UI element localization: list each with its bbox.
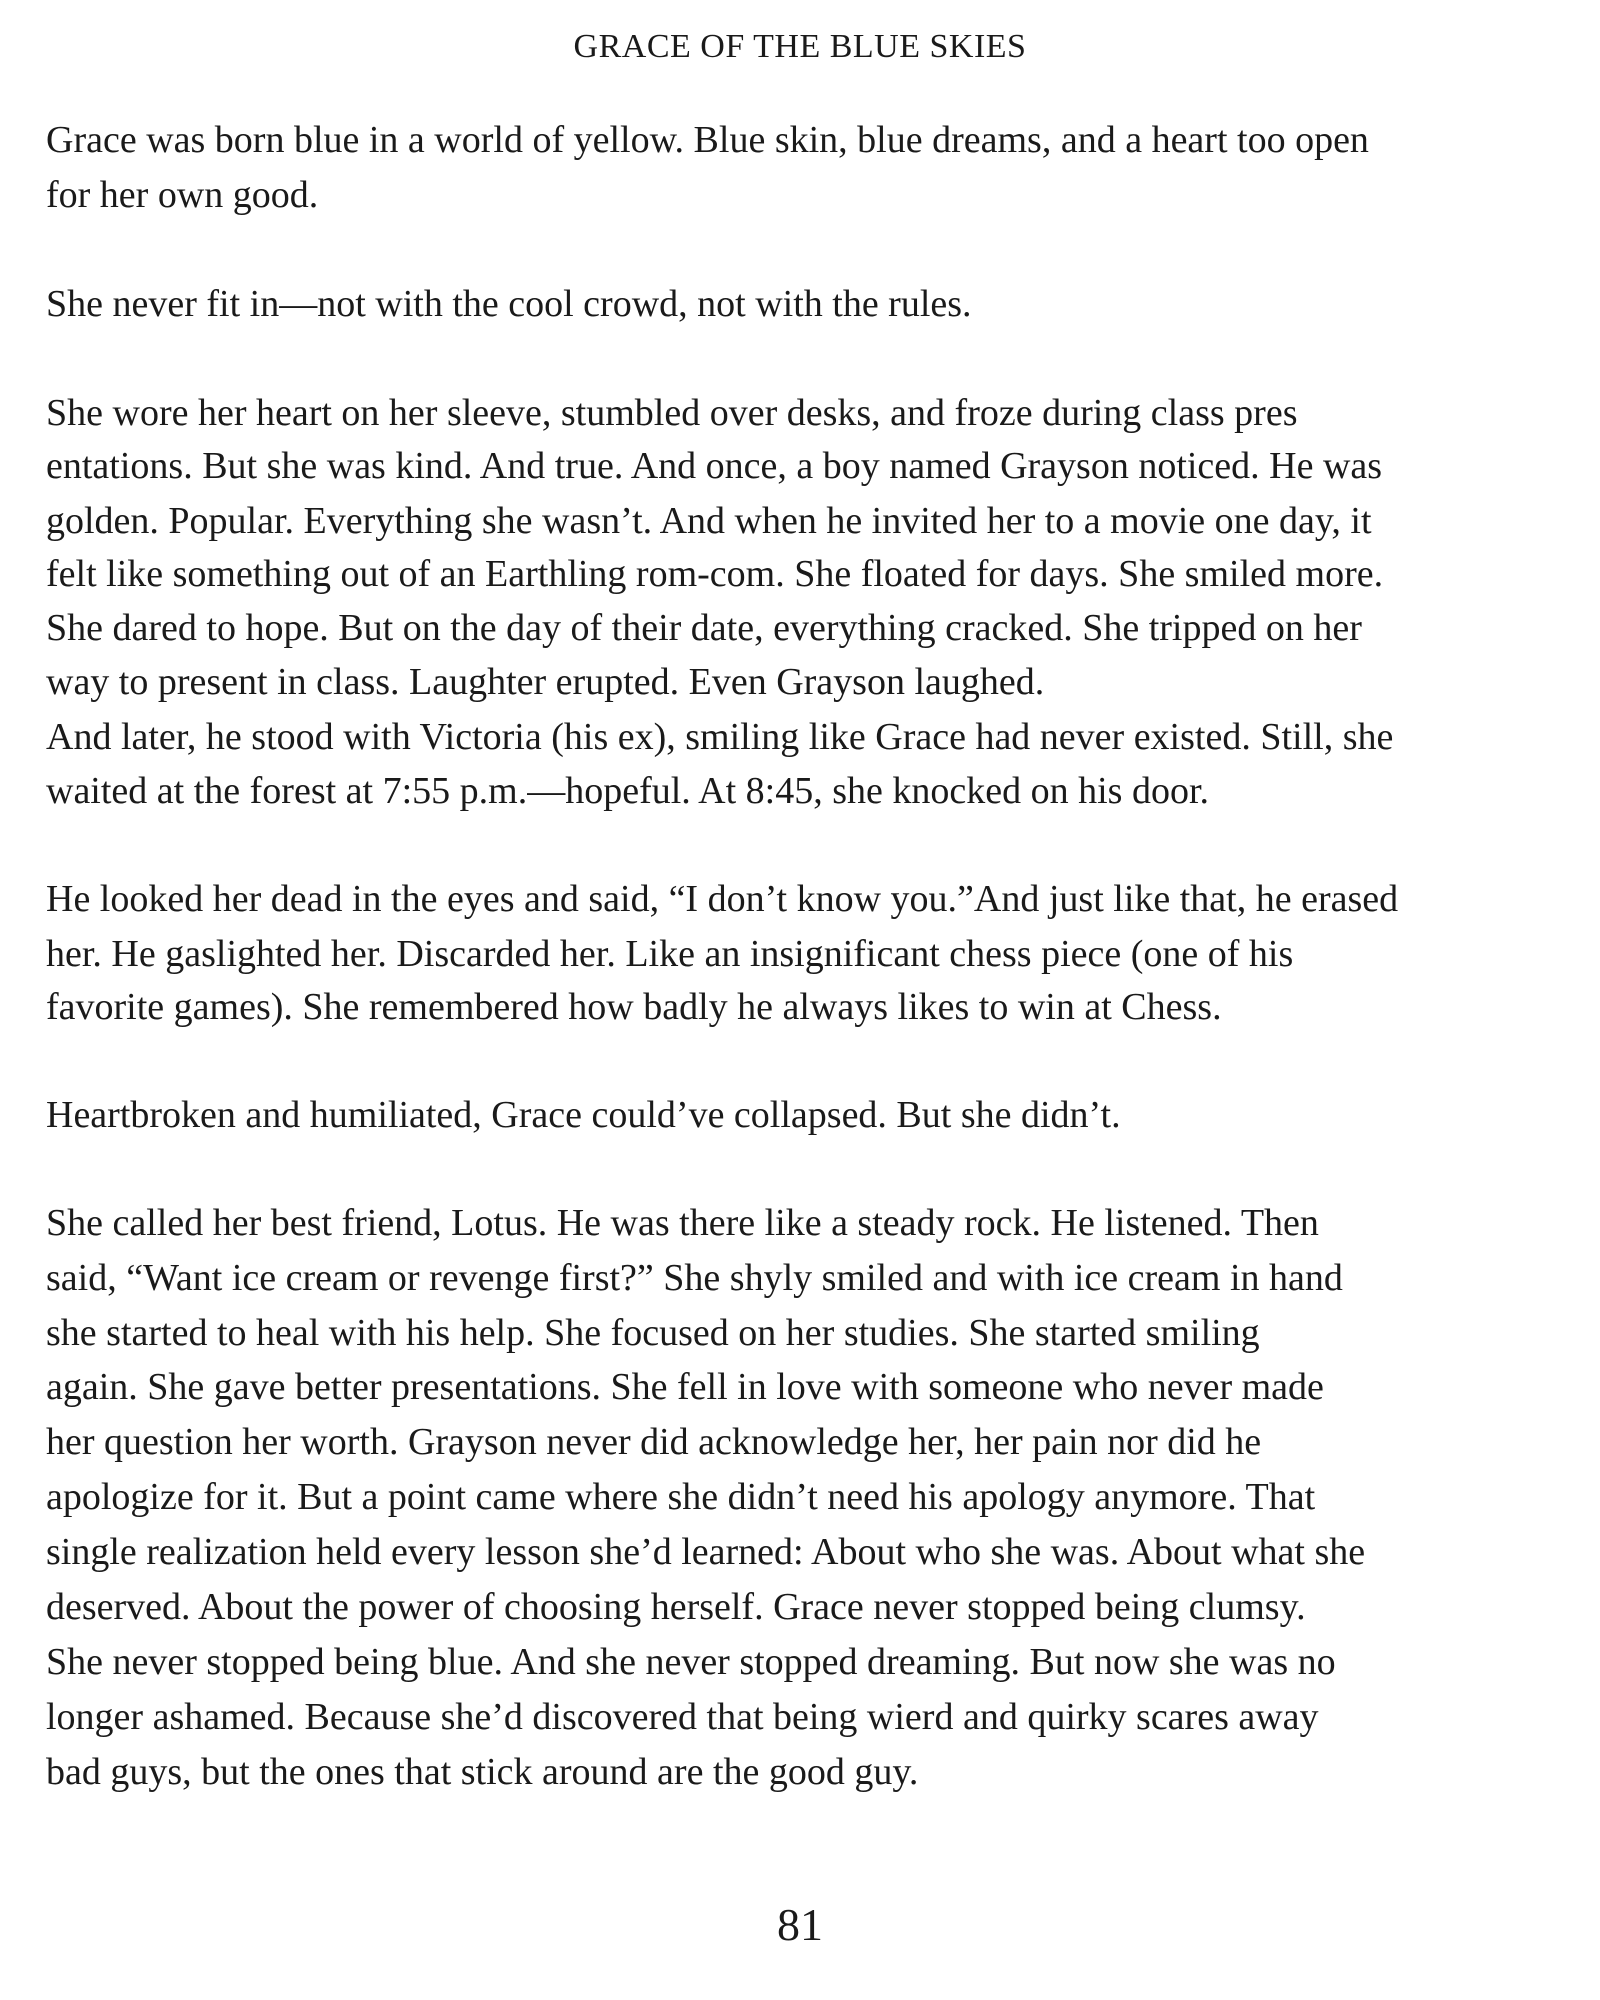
text-line: She wore her heart on her sleeve, stumbled over desks, and froze during class pres (46, 392, 1298, 434)
text-line: felt like something out of an Earthling rom-com. She floated for days. She smiled more. (46, 553, 1384, 595)
text-line: bad guys, but the ones that stick around are the good guy. (46, 1751, 919, 1793)
text-line: entations. But she was kind. And true. And once, a boy named Grayson noticed. He was (46, 445, 1383, 487)
text-line: She called her best friend, Lotus. He was there like a steady rock. He listened. Then (46, 1202, 1319, 1244)
text-line: golden. Popular. Everything she wasn’t. And when he invited her to a movie one day, it (46, 500, 1372, 542)
text-line: apologize for it. But a point came where she didn’t need his apology anymore. That (46, 1476, 1316, 1518)
text-line: for her own good. (46, 174, 319, 216)
text-line: longer ashamed. Because she’d discovered that being wierd and quirky scares away (46, 1696, 1319, 1738)
text-line: way to present in class. Laughter erupted. Even Grayson laughed. (46, 661, 1045, 703)
text-line: deserved. About the power of choosing herself. Grace never stopped being clumsy. (46, 1586, 1306, 1628)
text-line: again. She gave better presentations. She fell in love with someone who never made (46, 1366, 1324, 1408)
text-line: waited at the forest at 7:55 p.m.—hopeful. At 8:45, she knocked on his door. (46, 770, 1210, 812)
text-line: He looked her dead in the eyes and said, “I don’t know you.”And just like that, he erased (46, 878, 1399, 920)
text-line: She never fit in—not with the cool crowd, not with the rules. (46, 283, 972, 325)
text-line: single realization held every lesson she’d learned: About who she was. About what she (46, 1531, 1366, 1573)
text-line: Grace was born blue in a world of yellow. Blue skin, blue dreams, and a heart too open (46, 119, 1369, 161)
text-line: her. He gaslighted her. Discarded her. Like an insignificant chess piece (one of his (46, 933, 1294, 975)
text-line: she started to heal with his help. She focused on her studies. She started smiling (46, 1312, 1260, 1354)
chapter-title: GRACE OF THE BLUE SKIES (573, 28, 1027, 65)
page-number: 81 (777, 1899, 823, 1950)
text-line: She dared to hope. But on the day of their date, everything cracked. She tripped on her (46, 607, 1362, 649)
text-line: her question her worth. Grayson never did acknowledge her, her pain nor did he (46, 1421, 1262, 1463)
text-line: And later, he stood with Victoria (his ex), smiling like Grace had never existed. Still, she (46, 716, 1394, 758)
text-line: Heartbroken and humiliated, Grace could’ve collapsed. But she didn’t. (46, 1094, 1121, 1136)
text-line: said, “Want ice cream or revenge first?” She shyly smiled and with ice cream in hand (46, 1257, 1343, 1299)
text-line: favorite games). She remembered how badly he always likes to win at Chess. (46, 986, 1222, 1028)
text-line: She never stopped being blue. And she never stopped dreaming. But now she was no (46, 1641, 1336, 1683)
